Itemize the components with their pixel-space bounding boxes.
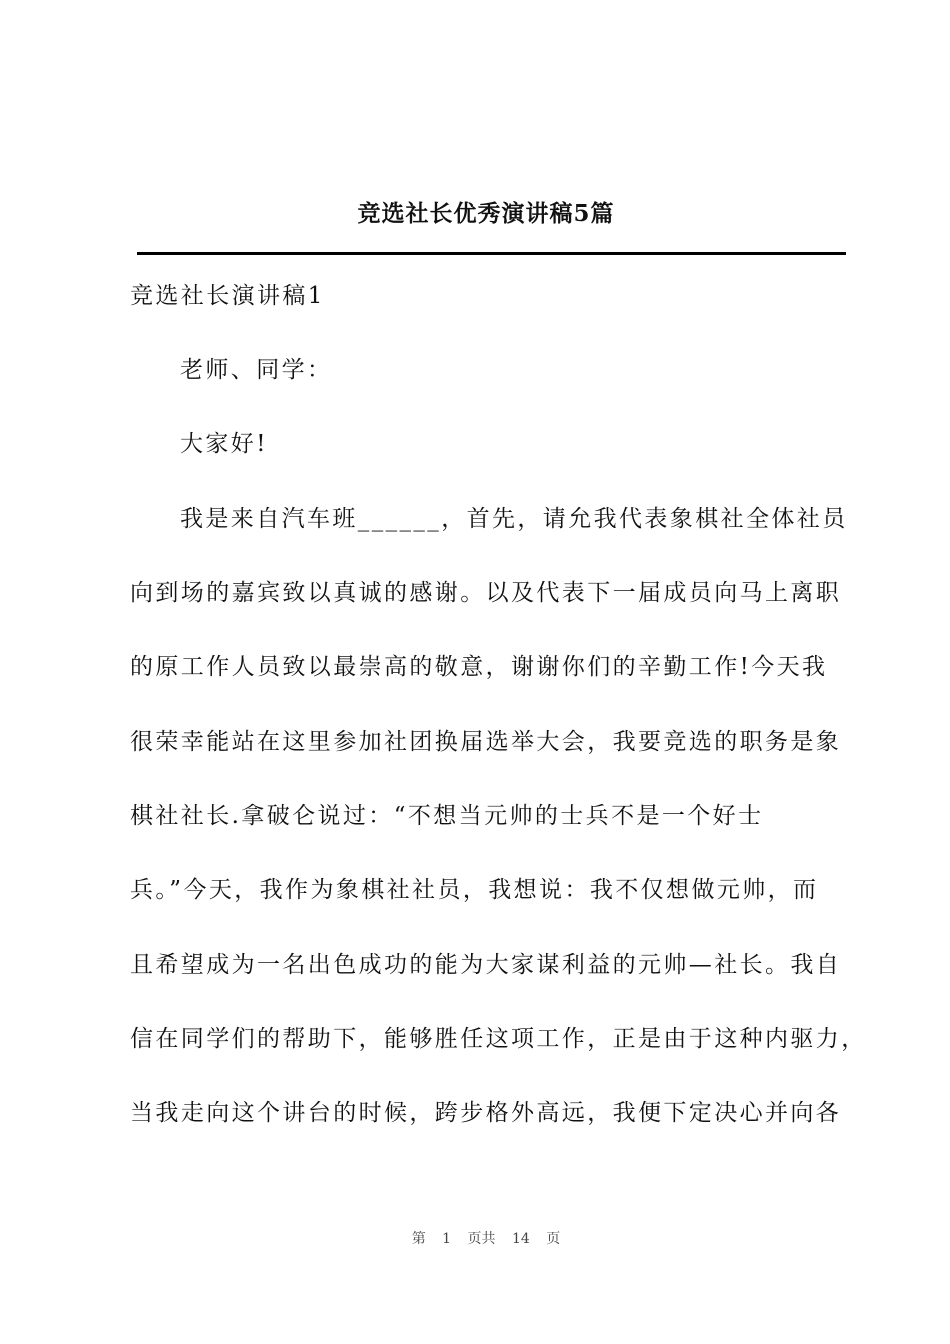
body-line: 我是来自汽车班______，首先，请允我代表象棋社全体社员	[180, 506, 848, 532]
section-heading: 竞选社长演讲稿1	[130, 283, 325, 309]
body-line: 信在同学们的帮助下，能够胜任这项工作，正是由于这种内驱力，	[130, 1026, 867, 1052]
total-pages-number: 14	[512, 1231, 530, 1247]
title-underline	[137, 252, 846, 255]
page-footer	[0, 1228, 950, 1248]
salutation: 老师、同学：	[180, 357, 333, 383]
body-line: 且希望成为一名出色成功的能为大家谋利益的元帅—社长。我自	[130, 952, 842, 978]
current-page-number: 1	[442, 1231, 452, 1247]
greeting: 大家好!	[180, 431, 268, 457]
body-line: 向到场的嘉宾致以真诚的感谢。以及代表下一届成员向马上离职	[130, 580, 842, 606]
footer-middle: 页共	[467, 1231, 496, 1247]
document-title: 竞选社长优秀演讲稿5篇	[357, 200, 615, 227]
body-line: 当我走向这个讲台的时候，跨步格外高远，我便下定决心并向各	[130, 1100, 842, 1126]
body-line: 很荣幸能站在这里参加社团换届选举大会，我要竞选的职务是象	[130, 729, 842, 755]
footer-prefix: 第	[411, 1231, 426, 1247]
body-line: 的原工作人员致以最崇高的敬意，谢谢你们的辛勤工作!今天我	[130, 654, 828, 680]
body-line: 兵。”今天，我作为象棋社社员，我想说：我不仅想做元帅，而	[130, 877, 819, 903]
footer-suffix: 页	[546, 1231, 561, 1247]
body-line: 棋社社长.拿破仑说过：“不想当元帅的士兵不是一个好士	[130, 803, 764, 829]
